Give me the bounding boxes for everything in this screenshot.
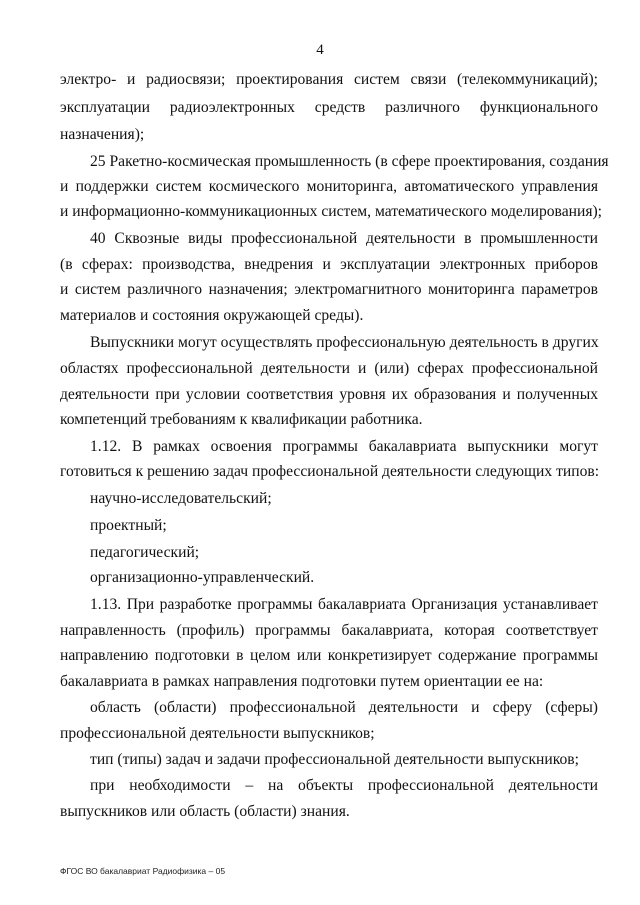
list-item: проектный; — [90, 517, 167, 534]
text-line: направленность (профиль) программы бакалавриата, которая соответствует — [60, 622, 598, 639]
text-line: 25 Ракетно-космическая промышленность (в сфере проектирования, создания — [90, 153, 609, 170]
text-line: профессиональной деятельности выпускников; — [60, 725, 375, 742]
text-line: Выпускники могут осуществлять профессиональную деятельность в других — [90, 334, 599, 351]
text-line: 1.13. При разработке программы бакалавриата Организация устанавливает — [90, 596, 598, 613]
text-line: тип (типы) задач и задачи профессиональной деятельности выпускников; — [90, 751, 579, 768]
text-line: 1.12. В рамках освоения программы бакалавриата выпускники могут — [90, 438, 598, 455]
footer-caption: ФГОС ВО бакалавриат Радиофизика – 05 — [60, 866, 226, 876]
list-item: педагогический; — [90, 544, 200, 561]
text-line: и систем различного назначения; электромагнитного мониторинга параметров — [60, 281, 598, 298]
text-line: компетенций требованиям к квалификации работника. — [60, 411, 423, 428]
text-line: и информационно-коммуникационных систем, математического моделирования); — [60, 203, 603, 220]
text-line: (в сферах: производства, внедрения и эксплуатации электронных приборов — [60, 256, 598, 273]
text-line: деятельности при условии соответствия уровня их образования и полученных — [60, 386, 598, 403]
text-line: готовиться к решению задач профессиональной деятельности следующих типов: — [60, 463, 600, 480]
text-line: выпускников или область (области) знания. — [60, 803, 350, 820]
text-line: областях профессиональной деятельности и (или) сферах профессиональной — [60, 360, 598, 377]
text-line: материалов и состояния окружающей среды). — [60, 307, 364, 324]
text-line: электро- и радиосвязи; проектирования систем связи (телекоммуникаций); — [60, 71, 598, 88]
text-line: бакалавриата в рамках направления подготовки путем ориентации ее на: — [60, 673, 544, 690]
text-line: назначения); — [60, 126, 145, 143]
text-line: при необходимости – на объекты профессиональной деятельности — [90, 777, 598, 794]
text-line: направлению подготовки в целом или конкретизирует содержание программы — [60, 647, 598, 664]
text-line: 40 Сквозные виды профессиональной деятельности в промышленности — [90, 230, 598, 247]
page-number: 4 — [316, 42, 324, 58]
text-line: и поддержки систем космического мониторинга, автоматического управления — [60, 178, 598, 195]
text-line: эксплуатации радиоэлектронных средств различного функционального — [60, 99, 598, 116]
list-item: научно-исследовательский; — [90, 490, 272, 507]
text-line: область (области) профессиональной деятельности и сферу (сферы) — [90, 699, 598, 716]
list-item: организационно-управленческий. — [90, 569, 315, 586]
